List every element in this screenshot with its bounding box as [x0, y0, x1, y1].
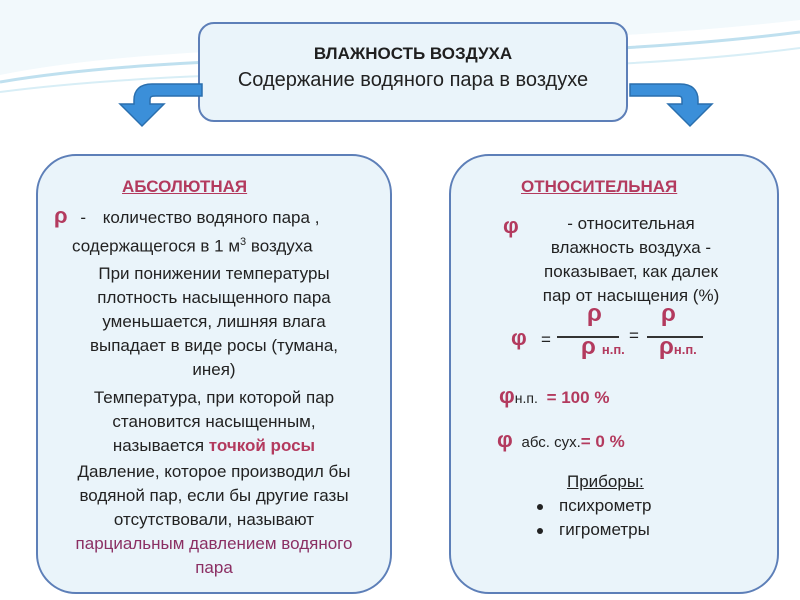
title-box — [198, 22, 628, 122]
right-arrow-icon — [628, 78, 720, 128]
instrument-item: гигрометры — [537, 518, 650, 542]
phi-symbol: φ — [503, 213, 519, 238]
rho-def-line1: количество водяного пара , — [102, 208, 320, 227]
rho-def-line2: содержащегося в 1 $м^3$ воздуха — [72, 236, 313, 256]
relative-heading: ОТНОСИТЕЛЬНАЯ — [521, 177, 678, 196]
rho-dash: - — [80, 208, 87, 227]
rho-symbol: ρ — [54, 203, 68, 228]
saturated-phi-equation: φн.п. = 100 % — [499, 383, 610, 408]
left-arrow-icon — [112, 78, 204, 128]
absolute-humidity-panel — [36, 154, 392, 594]
rho-definition — [54, 204, 384, 230]
relative-humidity-panel: ОТНОСИТЕЛЬНАЯ φ - относительная влажность воздуха - показывает, как далек пар от насыщения (%) φ = ρ ρн.п. = ρ ρн.п. φн.п. = 100 % φ абс. сух.= 0 % Приборы: психрометр гигрометры — [449, 154, 779, 594]
partial-pressure-term: парциальным давлением водяного — [75, 534, 353, 553]
dew-point-term: точкой росы — [208, 436, 316, 455]
dew-point-paragraph: Температура, при которой пар становится насыщенным, называется точкой росы — [93, 388, 335, 455]
instrument-item: психрометр — [537, 494, 651, 518]
absolute-heading: АБСОЛЮТНАЯ — [122, 177, 248, 196]
dry-air-phi-equation: φ абс. сух.= 0 % — [497, 427, 625, 452]
partial-pressure-paragraph: Давление, которое производил бы водяной пар, если бы другие газы отсутствовали, называют парциальным давлением водяного пара — [38, 460, 390, 580]
saturation-paragraph: При понижении температуры плотность насыщенного пара уменьшается, лишняя влага выпадает в виде росы (тумана, инея) — [89, 264, 339, 379]
page-title: ВЛАЖНОСТЬ ВОЗДУХА — [313, 44, 513, 63]
page-subtitle: Содержание водяного пара в воздухе — [237, 69, 589, 91]
instruments-title: Приборы: — [567, 472, 644, 491]
phi-definition: - относительная влажность воздуха - показывает, как далек пар от насыщения (%) — [542, 214, 720, 305]
